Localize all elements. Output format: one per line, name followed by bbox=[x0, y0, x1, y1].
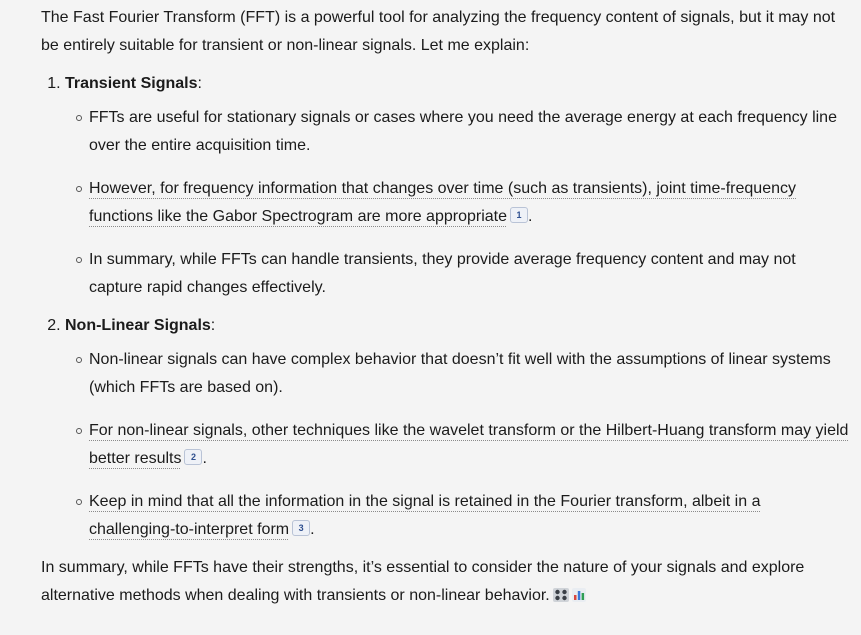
list-item bbox=[89, 104, 851, 160]
cited-text-link[interactable]: For non-linear signals, other techniques like the wavelet transform or the Hilbert-Huang transform may yield better results bbox=[89, 422, 849, 467]
citation-badge[interactable]: 2 bbox=[184, 449, 202, 465]
numbered-list bbox=[41, 70, 851, 544]
bullet-list bbox=[65, 346, 851, 544]
list-item: For non-linear signals, other techniques like the wavelet transform or the Hilbert-Huang transform may yield better results 2 . bbox=[89, 417, 851, 473]
summary-paragraph bbox=[41, 554, 851, 610]
chat-response bbox=[41, 4, 851, 610]
list-item: However, for frequency information that changes over time (such as transients), joint time-frequency functions like the Gabor Spectrogram are more appropriate 1 . bbox=[89, 175, 851, 231]
list-item bbox=[89, 346, 851, 402]
bullet-text: In summary, while FFTs can handle transients, they provide average frequency content and may not capture rapid changes effectively. bbox=[89, 251, 796, 296]
bar-chart-icon bbox=[572, 588, 586, 602]
section-title: Non-Linear Signals bbox=[65, 317, 211, 334]
citation-badge[interactable]: 1 bbox=[510, 207, 528, 223]
cited-text-link[interactable]: Keep in mind that all the information in the signal is retained in the Fourier transform, albeit in a challenging-to-interpret form bbox=[89, 493, 761, 538]
section-title: Transient Signals bbox=[65, 75, 198, 92]
list-item bbox=[89, 246, 851, 302]
intro-paragraph: The Fast Fourier Transform (FFT) is a powerful tool for analyzing the frequency content of signals, but it may not be entirely suitable for transient or non-linear signals. Let me explain: bbox=[41, 9, 836, 54]
summary-text: In summary, while FFTs have their strengths, it’s essential to consider the nature of your signals and explore alternative methods when dealing with transients or non-linear behavior. bbox=[41, 559, 805, 604]
bullet-text: Non-linear signals can have complex behavior that doesn’t fit well with the assumptions of linear systems (which FFTs are based on). bbox=[89, 351, 831, 396]
bullet-list bbox=[65, 104, 851, 302]
section-transient-signals: 1. Transient Signals: FFTs are useful for stationary signals or cases where you need the average energy at each frequency line over the entire acquisition time. However, for frequency information that changes over time (such as transients), joint time-frequency functions like the Gabor Spectrogram are more appropriate 1 . In summary, while FFTs can handle transients, they provide average frequency content and may not capture rapid changes effectively. bbox=[65, 70, 851, 302]
citation-badge[interactable]: 3 bbox=[292, 520, 310, 536]
section-non-linear-signals: 2. Non-Linear Signals: Non-linear signals can have complex behavior that doesn’t fit well with the assumptions of linear systems (which FFTs are based on). For non-linear signals, other techniques like the wavelet transform or the Hilbert-Huang transform may yield better results 2 . Keep in mind that all the information in the signal is retained in the Fourier transform, albeit in a challenging-to-interpret form 3 . bbox=[65, 312, 851, 544]
bullet-text: FFTs are useful for stationary signals or cases where you need the average energy at each frequency line over the entire acquisition time. bbox=[89, 109, 837, 154]
list-item: Keep in mind that all the information in the signal is retained in the Fourier transform, albeit in a challenging-to-interpret form 3 . bbox=[89, 488, 851, 544]
control-knobs-icon bbox=[553, 588, 569, 602]
cited-text-link[interactable]: However, for frequency information that changes over time (such as transients), joint time-frequency functions like the Gabor Spectrogram are more appropriate bbox=[89, 180, 796, 225]
